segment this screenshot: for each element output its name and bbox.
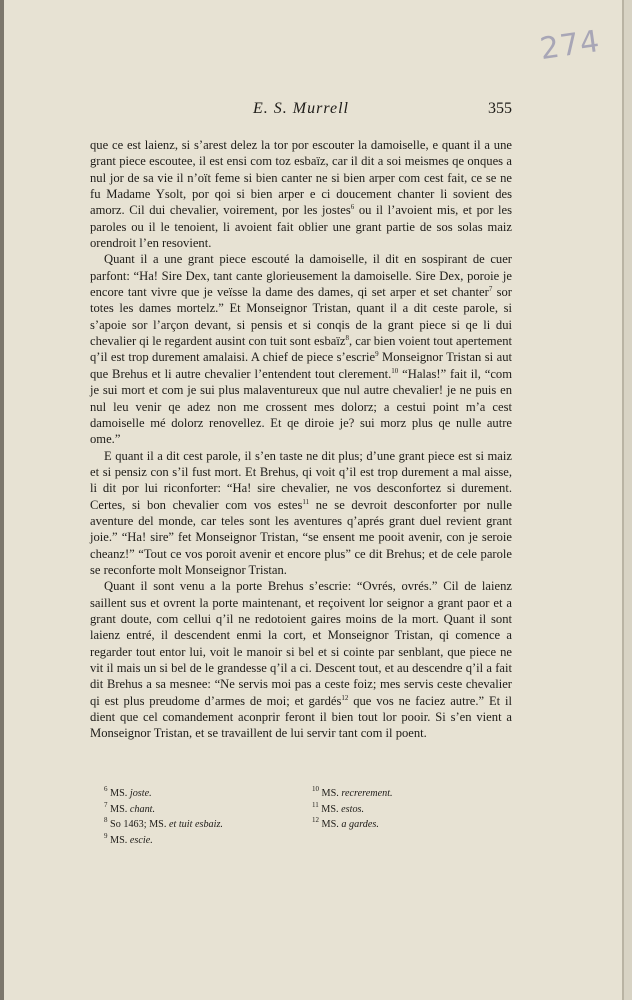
- footnote-marker: 11: [302, 497, 310, 506]
- footnote-number: 8: [104, 816, 108, 825]
- text-run: E quant il a dit cest parole, il s’en taste ne dit plus; d’une grant piece est si maiz et si pensiz con s’il fust mort. Et Brehus, qi voit q’il est trop durement a mal aisse, li dit por lui riconforter: “Ha! sire chevalier, ne vos desconfortez si durement. Certes, si bon chevalier com vos estes: [90, 448, 512, 512]
- footnote-number: 6: [104, 785, 108, 793]
- footnote-marker: 7: [488, 285, 493, 294]
- footnote: [104, 802, 294, 818]
- footnote-reading: escie.: [129, 834, 153, 846]
- text-run: ne se devroit desconforter por nulle aventure del monde, car teles sont les aventures q’aprés grant duel revient grant joie.” “Ha! sire” fet Monseignor Tristan, “se ensent me pooit avenir, con je seroie cheanz!” “Tout ce vos poroit avenir et encore plus” ce dit Brehus; et de cele parole se reconforte molt Monseignor Tristan.: [90, 497, 512, 577]
- text-run: ou il l’avoient mis, et por les paroles ou il le tenoient, li avoient fait oblier une grant partie de sos solas maiz orendroit l’en resovient.: [90, 203, 512, 251]
- footnote-number: 7: [104, 800, 108, 809]
- text-run: , car bien voient tout apertement q’il est trop durement amalaisi. A chief de piece s’escrie: [90, 334, 512, 365]
- body-paragraph: [90, 448, 512, 579]
- footnote-source: MS.: [110, 788, 130, 799]
- footnote-reading: a gardes.: [341, 819, 379, 831]
- footnote-source: So 1463; MS.: [110, 819, 169, 831]
- footnote-reading: recrerement.: [341, 788, 393, 799]
- footnote-reading: et tuit esbaiz.: [168, 819, 223, 831]
- footnote-reading: joste.: [129, 788, 152, 799]
- footnote-source: MS.: [321, 788, 342, 799]
- footnote-number: 11: [312, 800, 319, 809]
- footnote: [312, 817, 502, 833]
- body-text: [90, 137, 512, 742]
- footnote: [104, 786, 294, 802]
- running-head-author: E. S. Murrell: [253, 100, 349, 117]
- handwritten-folio-number: 274: [537, 23, 603, 68]
- footnote-number: 12: [312, 816, 319, 825]
- footnote-number: 10: [312, 785, 319, 793]
- footnote: [104, 817, 294, 833]
- footnote: [104, 833, 294, 849]
- page-number: 355: [488, 100, 512, 117]
- footnote-source: MS.: [321, 819, 342, 831]
- footnote-marker: 9: [375, 350, 379, 359]
- footnote-source: MS.: [110, 803, 130, 815]
- footnotes-right-column: [312, 786, 502, 833]
- text-run: Quant il sont venu a la porte Brehus s’escrie: “Ovrés, ovrés.” Cil de laienz saillent sus et ovrent la porte maintenant, et reçoivent lor seignor a grant paor et a grant doute, com cellui q’il ne redotoient gaires moins de la mort. Quant il sont laienz entré, il descendent enmi la cort, et Monseignor Tristan, qi comence a regarder tout entor lui, voit le manoir si bel et si cointe par senblant, que piece ne vit il mais un si bel de le grandesse q’il a ci. Descent tout, et au descendre q’il a fait dit Brehus a sa mesnee: “Ne servis moi pas a ceste foiz; mes servis ceste chevalier qi est plus preudome d’armes de moi; et gardés: [90, 579, 512, 708]
- text-run: Monseignor Tristan si aut que Brehus et li autre chevalier l’entendent tout clerement.: [90, 350, 512, 381]
- body-paragraph: [90, 137, 512, 251]
- footnote-marker: 12: [341, 693, 349, 702]
- page-gutter-edge: [0, 0, 4, 1000]
- footnote-source: MS.: [110, 834, 130, 846]
- footnote: [312, 802, 502, 818]
- body-paragraph: [90, 578, 512, 741]
- footnote-marker: 10: [391, 366, 399, 375]
- text-run: que vos ne faciez autre.” Et il dient que cel comandement aconprir feront il bien tout lor pooir. Si s’en vient a Monseignor Tristan, et se travaillent de lui servir tant com il poent.: [90, 693, 512, 741]
- footnotes-left-column: [104, 786, 294, 848]
- text-run: sor totes les dames mortelz.” Et Monseignor Tristan, quant il a dit ceste parole, si s’apoie sor l’arçon devant, si pensis et si conqis de la grant piece si qe li dui chevalier qi le regardent ausint con tuit sont esbaïz: [90, 285, 512, 349]
- footnote-source: MS.: [321, 803, 342, 815]
- footnote: [312, 786, 502, 802]
- running-head: [90, 100, 512, 124]
- text-run: que ce est laienz, si s’arest delez la tor por escouter la damoiselle, e quant il a une grant piece escoutee, il est ensi com toz esbaïz, car il dit a soi meismes qe onques a nul jor de sa vie il n’oït feme si bien canter ne si bien arper com cest fait, ce se ne fu Madame Ysolt, por qoi si bien arper e ci doucement chanter li sovient des amorz. Cil dui chevalier, voirement, por les jostes: [90, 138, 512, 218]
- text-run: “Halas!” fait il, “com je sui mort et com je sui plus malaventureux que nul autre chevalier! je ne puis en nul leu venir qe adez non me crossent mes dolorz; a cestui point m’a cest damoiselle mé dolorz renovellez. Et qe diroie je? sui morz plus qe nulle autre ome.”: [90, 366, 512, 447]
- footnote-marker: 8: [345, 334, 349, 343]
- text-run: Quant il a une grant piece escouté la damoiselle, il dit en sospirant de cuer parfont: “Ha! Sire Dex, tant cante glorieusement la damoiselle. Sire Dex, poroie je encore tant vivre que je veïsse la dame des dames, qi set arper et set chanter: [90, 252, 512, 300]
- body-paragraph: [90, 251, 512, 447]
- footnote-marker: 6: [350, 203, 355, 212]
- footnote-number: 9: [104, 831, 108, 840]
- footnote-reading: chant.: [129, 803, 156, 815]
- footnote-reading: estos.: [341, 803, 365, 815]
